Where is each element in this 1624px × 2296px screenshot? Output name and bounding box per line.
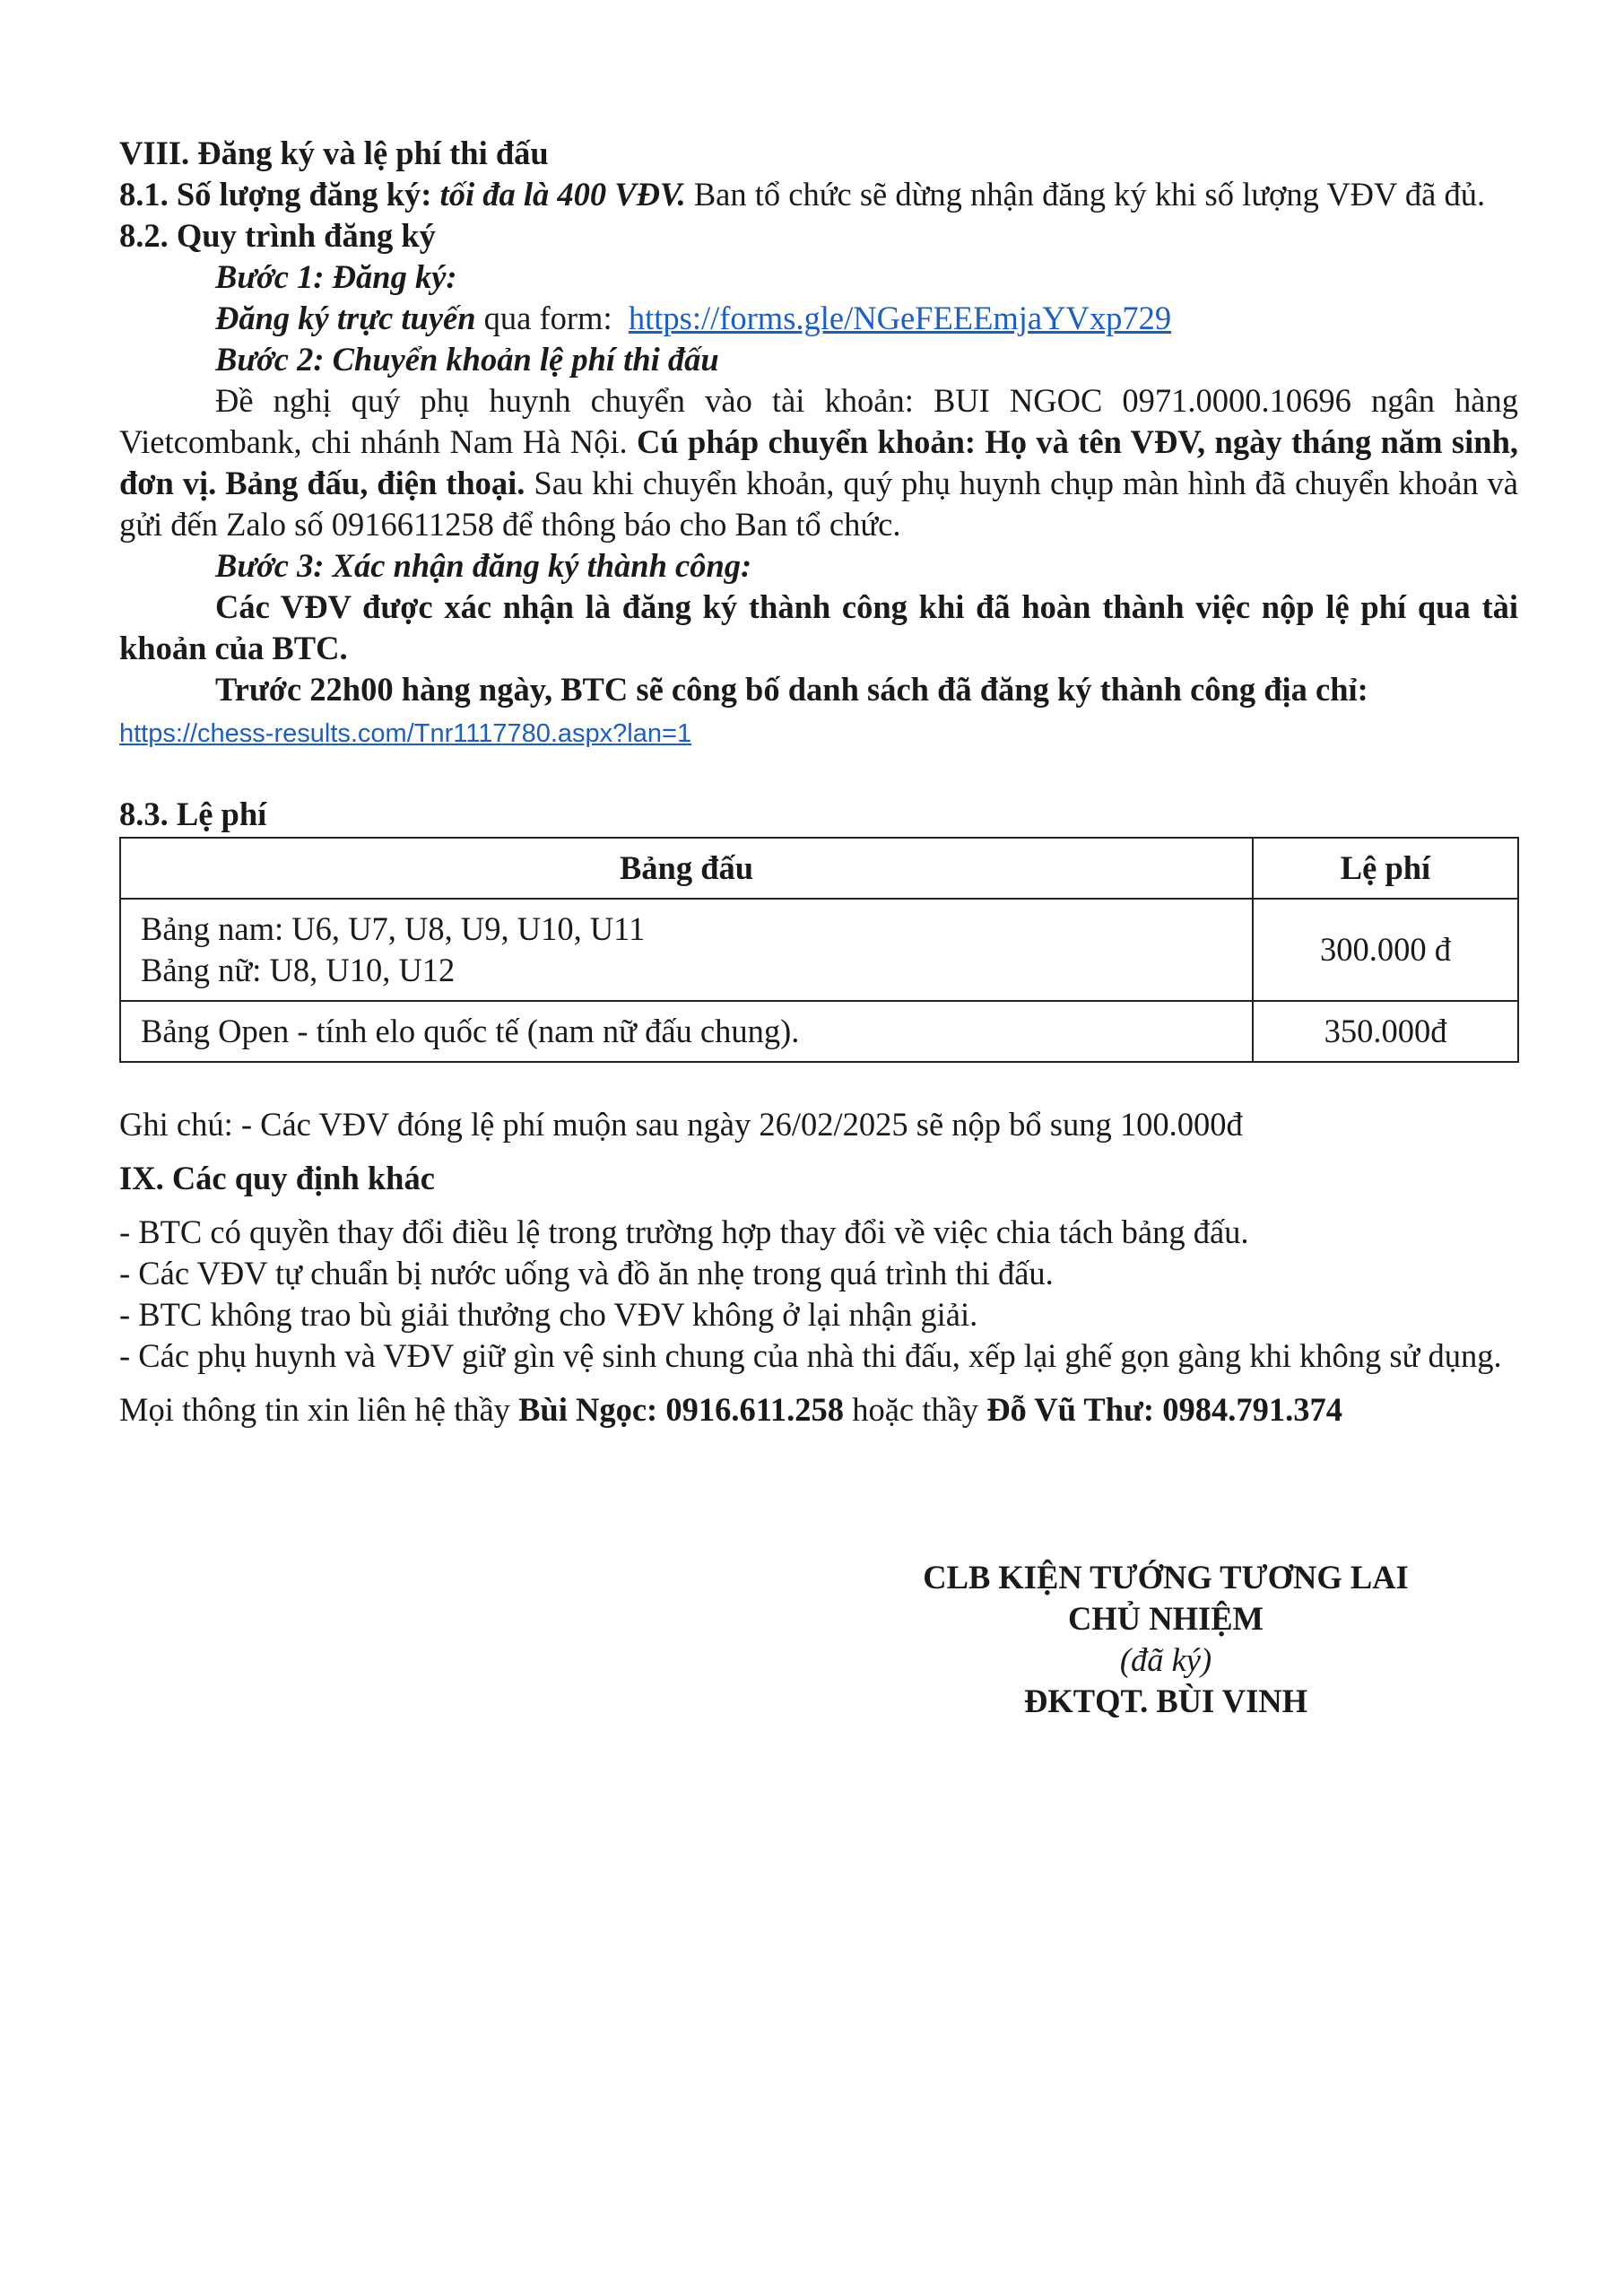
contact-prefix: Mọi thông tin xin liên hệ thầy xyxy=(119,1391,510,1428)
results-link-line xyxy=(119,710,1518,754)
publish-text: Trước 22h00 hàng ngày, BTC sẽ công bố danh sách đã đăng ký thành công địa chỉ: xyxy=(215,671,1368,708)
max-athletes-text: tối đa là 400 VĐV. xyxy=(439,176,686,213)
fee-table xyxy=(119,837,1519,1063)
table-cell-fee: 300.000 đ xyxy=(1253,899,1518,1001)
category-line-boys: Bảng nam: U6, U7, U8, U9, U10, U11 xyxy=(141,910,646,947)
table-row xyxy=(120,1001,1518,1062)
section-8-2-heading: 8.2. Quy trình đăng ký xyxy=(119,217,436,254)
confirmation-text: Các VĐV được xác nhận là đăng ký thành công khi đã hoàn thành việc nộp lệ phí qua tài khoản của BTC. xyxy=(119,588,1518,666)
contact-person-1: Bùi Ngọc: 0916.611.258 xyxy=(518,1391,845,1428)
online-registration-line xyxy=(119,298,1518,339)
step-3-heading: Bước 3: Xác nhận đăng ký thành công: xyxy=(215,547,752,584)
list-item: - Các phụ huynh và VĐV giữ gìn vệ sinh chung của nhà thi đấu, xếp lại ghế gọn gàng khi không sử dụng. xyxy=(119,1337,1502,1374)
contact-middle: hoặc thầy xyxy=(852,1391,979,1428)
contact-person-2: Đỗ Vũ Thư: 0984.791.374 xyxy=(986,1391,1342,1428)
step-1-heading: Bước 1: Đăng ký: xyxy=(215,258,457,295)
section-8-heading: VIII. Đăng ký và lệ phí thi đấu xyxy=(119,135,549,171)
transfer-text: Đề nghị quý phụ huynh chuyển vào tài khoản: BUI NGOC 0971.0000.10696 ngân hàng Vietcombank, chi nhánh Nam Hà Nội. xyxy=(119,382,1518,460)
table-row xyxy=(120,899,1518,1001)
table-cell-category: Bảng Open - tính elo quốc tế (nam nữ đấu chung). xyxy=(120,1001,1253,1062)
registration-form-link[interactable]: https://forms.gle/NGeFEEEmjaYVxp729 xyxy=(628,300,1172,336)
fee-table-header-category: Bảng đấu xyxy=(120,838,1253,899)
list-item: - BTC không trao bù giải thưởng cho VĐV không ở lại nhận giải. xyxy=(119,1296,978,1333)
after-transfer-text: Sau khi chuyển khoản, quý phụ huynh chụp màn hình đã chuyển khoản và gửi đến Zalo số 0916611258 để thông báo cho Ban tổ chức. xyxy=(119,465,1518,543)
list-item: - Các VĐV tự chuẩn bị nước uống và đồ ăn nhẹ trong quá trình thi đấu. xyxy=(119,1255,1054,1292)
signature-role: CHỦ NHIỆM xyxy=(1068,1600,1264,1637)
signature-name: ĐKTQT. BÙI VINH xyxy=(1023,1683,1308,1719)
transfer-paragraph xyxy=(119,380,1518,545)
fee-table-header-fee: Lệ phí xyxy=(1253,838,1518,899)
section-8-1-text: Ban tổ chức sẽ dừng nhận đăng ký khi số lượng VĐV đã đủ. xyxy=(693,176,1486,213)
category-line-girls: Bảng nữ: U8, U10, U12 xyxy=(141,952,456,988)
list-item: - BTC có quyền thay đổi điều lệ trong trường hợp thay đổi về việc chia tách bảng đấu. xyxy=(119,1213,1249,1250)
step-2-heading: Bước 2: Chuyển khoản lệ phí thi đấu xyxy=(215,341,719,378)
contact-line xyxy=(119,1389,1518,1431)
signature-block xyxy=(906,1557,1426,1722)
table-cell-category xyxy=(120,899,1253,1001)
section-9-heading: IX. Các quy định khác xyxy=(119,1160,435,1196)
table-cell-fee: 350.000đ xyxy=(1253,1001,1518,1062)
signature-org: CLB KIỆN TƯỚNG TƯƠNG LAI xyxy=(923,1559,1409,1596)
online-registration-label: Đăng ký trực tuyến xyxy=(215,300,476,336)
signature-signed: (đã ký) xyxy=(1119,1641,1212,1678)
document-page xyxy=(119,133,1518,1431)
fee-table-header-row xyxy=(120,838,1518,899)
transfer-syntax: Cú pháp chuyển khoản: Họ và tên VĐV, ngày tháng năm sinh, đơn vị. Bảng đấu, điện thoại. xyxy=(119,423,1518,501)
chess-results-link[interactable]: https://chess-results.com/Tnr1117780.aspx?lan=1 xyxy=(119,719,692,748)
section-8-3-heading: 8.3. Lệ phí xyxy=(119,796,267,832)
online-registration-text: qua form: xyxy=(483,300,612,336)
section-8-1-paragraph xyxy=(119,174,1518,215)
section-8-1-label: 8.1. Số lượng đăng ký: xyxy=(119,176,432,213)
late-fee-note: Ghi chú: - Các VĐV đóng lệ phí muộn sau ngày 26/02/2025 sẽ nộp bổ sung 100.000đ xyxy=(119,1106,1243,1143)
